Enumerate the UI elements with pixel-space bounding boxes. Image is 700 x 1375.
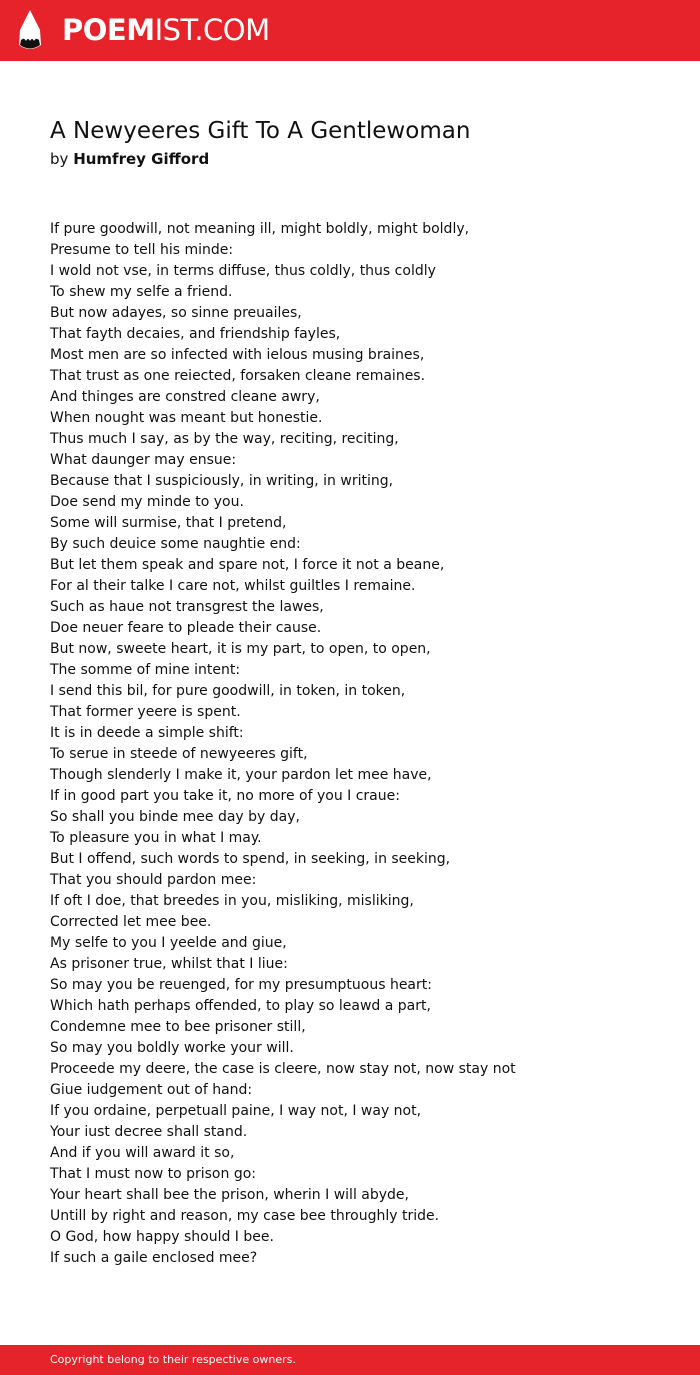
poem-line: Giue iudgement out of hand:	[50, 1082, 253, 1098]
poem-line: So may you be reuenged, for my presumptuous heart:	[50, 977, 432, 993]
poem-line: Doe neuer feare to pleade their cause.	[50, 620, 322, 636]
poem-line: Because that I suspiciously, in writing, in writing,	[50, 473, 394, 489]
site-logo[interactable]	[62, 12, 270, 48]
poem-line: That fayth decaies, and friendship fayles,	[50, 326, 341, 342]
poem-line: I send this bil, for pure goodwill, in token, in token,	[50, 683, 406, 699]
author-name: Humfrey Gifford	[73, 150, 210, 168]
byline	[50, 148, 209, 170]
logo-light-text: IST.COM	[154, 13, 270, 47]
logo-bold-text: POEM	[62, 13, 155, 47]
poem-line: That I must now to prison go:	[50, 1166, 256, 1182]
poem-line: Some will surmise, that I pretend,	[50, 515, 287, 531]
poem-line: But now, sweete heart, it is my part, to open, to open,	[50, 641, 431, 657]
poem-line: And thinges are constred cleane awry,	[50, 389, 320, 405]
poem-line: Your iust decree shall stand.	[50, 1124, 248, 1140]
poem-line: Most men are so infected with ielous musing braines,	[50, 347, 425, 363]
poem-line: If such a gaile enclosed mee?	[50, 1250, 258, 1266]
poem-line: To shew my selfe a friend.	[50, 284, 233, 300]
poem-body	[50, 219, 670, 1269]
pencil-icon[interactable]	[18, 10, 42, 51]
poem-line: Though slenderly I make it, your pardon let mee have,	[50, 767, 432, 783]
poem-line: But now adayes, so sinne preuailes,	[50, 305, 302, 321]
poem-line: As prisoner true, whilst that I liue:	[50, 956, 288, 972]
poem-line: For al their talke I care not, whilst guiltles I remaine.	[50, 578, 416, 594]
poem-line: If pure goodwill, not meaning ill, might boldly, might boldly,	[50, 221, 470, 237]
poem-line: Untill by right and reason, my case bee throughly tride.	[50, 1208, 440, 1224]
poem-line: It is in deede a simple shift:	[50, 725, 244, 741]
poem-line: What daunger may ensue:	[50, 452, 237, 468]
poem-line: Condemne mee to bee prisoner still,	[50, 1019, 306, 1035]
poem-line: O God, how happy should I bee.	[50, 1229, 274, 1245]
poem-line: And if you will award it so,	[50, 1145, 235, 1161]
poem-line: Your heart shall bee the prison, wherin I will abyde,	[50, 1187, 409, 1203]
poem-line: By such deuice some naughtie end:	[50, 536, 301, 552]
poem-line: Corrected let mee bee.	[50, 914, 212, 930]
poem-line: When nought was meant but honestie.	[50, 410, 323, 426]
poem-line: To serue in steede of newyeeres gift,	[50, 746, 308, 762]
poem-line: That you should pardon mee:	[50, 872, 257, 888]
poem-line: Doe send my minde to you.	[50, 494, 244, 510]
poem-line: Thus much I say, as by the way, reciting, reciting,	[50, 431, 399, 447]
poem-line: If oft I doe, that breedes in you, misliking, misliking,	[50, 893, 414, 909]
poem-line: Such as haue not transgrest the lawes,	[50, 599, 324, 615]
site-footer	[0, 1345, 700, 1375]
poem-line: I wold not vse, in terms diffuse, thus coldly, thus coldly	[50, 263, 436, 279]
poem-line: That trust as one reiected, forsaken cleane remaines.	[50, 368, 426, 384]
poem-line: That former yeere is spent.	[50, 704, 241, 720]
poem-line: If in good part you take it, no more of you I craue:	[50, 788, 400, 804]
poem-line: To pleasure you in what I may.	[50, 830, 262, 846]
poem-line: Proceede my deere, the case is cleere, now stay not, now stay not	[50, 1061, 516, 1077]
poem-line: The somme of mine intent:	[50, 662, 241, 678]
copyright-text: Copyright belong to their respective owners.	[50, 1353, 296, 1366]
by-label: by	[50, 150, 69, 168]
poem-line: But let them speak and spare not, I force it not a beane,	[50, 557, 445, 573]
poem-line: Which hath perhaps offended, to play so leawd a part,	[50, 998, 431, 1014]
poem-line: Presume to tell his minde:	[50, 242, 234, 258]
poem-line: If you ordaine, perpetuall paine, I way not, I way not,	[50, 1103, 422, 1119]
poem-line: My selfe to you I yeelde and giue,	[50, 935, 287, 951]
site-header	[0, 0, 700, 61]
poem-line: So may you boldly worke your will.	[50, 1040, 294, 1056]
poem-line: So shall you binde mee day by day,	[50, 809, 300, 825]
poem-line: But I offend, such words to spend, in seeking, in seeking,	[50, 851, 451, 867]
poem-title: A Newyeeres Gift To A Gentlewoman	[50, 118, 471, 144]
